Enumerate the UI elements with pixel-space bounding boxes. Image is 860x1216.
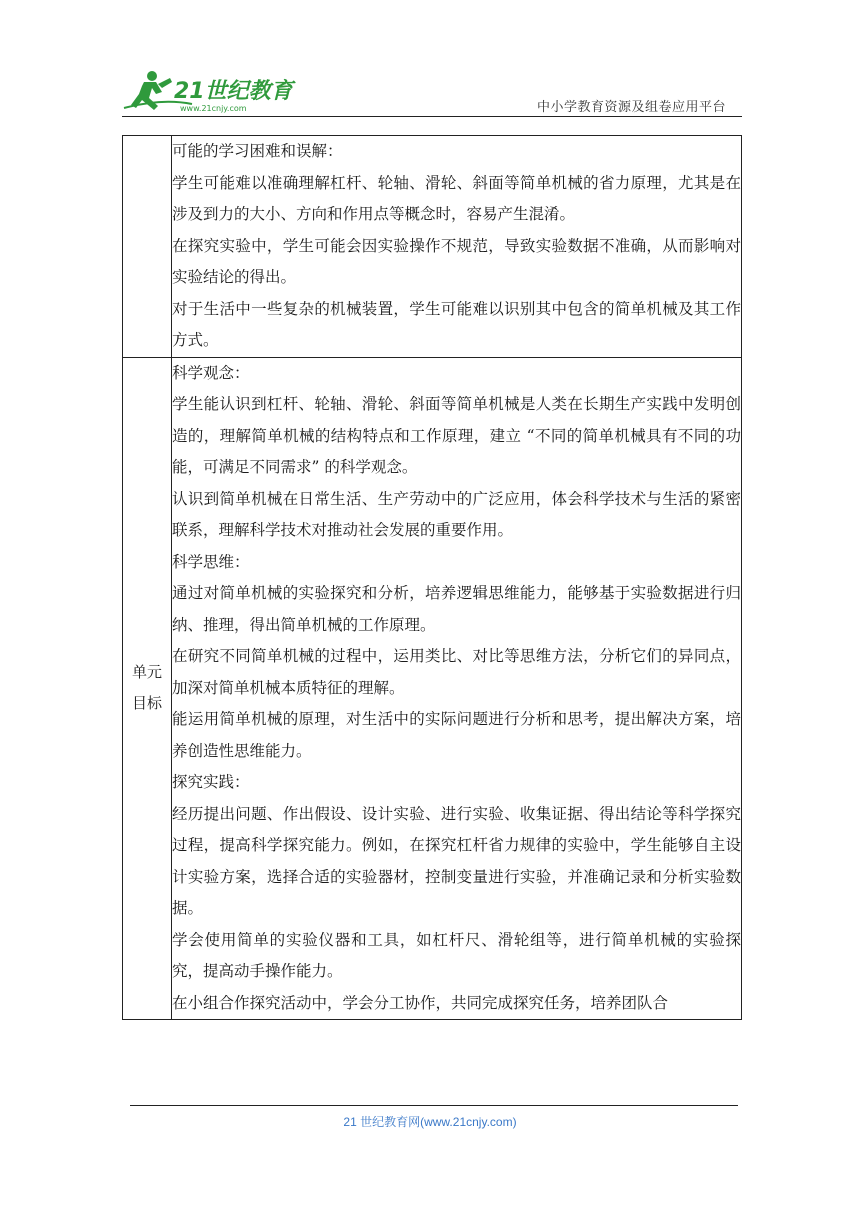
section-heading: 科学思维： <box>172 552 250 571</box>
paragraph: 经历提出问题、作出假设、设计实验、进行实验、收集证据、得出结论等科学探究过程，提高科学探究能力。例如，在探究杠杆省力规律的实验中，学生能够自主设计实验方案，选择合适的实验器材，控制变量进行实验，并准确记录和分析实验数据。 <box>172 804 741 917</box>
paragraph: 通过对简单机械的实验探究和分析，培养逻辑思维能力，能够基于实验数据进行归纳、推理，得出简单机械的工作原理。 <box>172 584 741 634</box>
svg-text:www.21cnjy.com: www.21cnjy.com <box>180 104 247 113</box>
header-divider <box>122 116 742 117</box>
row-label-empty <box>123 136 172 358</box>
label-line: 单元 <box>131 663 162 682</box>
paragraph: 学生可能难以准确理解杠杆、轮轴、滑轮、斜面等简单机械的省力原理，尤其是在涉及到力的大小、方向和作用点等概念时，容易产生混淆。 <box>172 173 741 223</box>
paragraph: 对于生活中一些复杂的机械装置，学生可能难以识别其中包含的简单机械及其工作方式。 <box>172 299 741 349</box>
footer-link[interactable]: 21 世纪教育网(www.21cnjy.com) <box>343 1115 517 1129</box>
table-row <box>123 357 742 1020</box>
footer-divider <box>130 1105 738 1106</box>
paragraph: 能运用简单机械的原理，对生活中的实际问题进行分析和思考，提出解决方案，培养创造性思维能力。 <box>172 710 741 760</box>
logo-21cnjy <box>122 68 322 114</box>
row-label-unit-goals <box>123 357 172 1020</box>
lesson-plan-table <box>122 135 742 1020</box>
paragraph: 在探究实验中，学生可能会因实验操作不规范，导致实验数据不准确，从而影响对实验结论的得出。 <box>172 236 741 286</box>
section-heading: 科学观念： <box>172 363 250 382</box>
paragraph: 在研究不同简单机械的过程中，运用类比、对比等思维方法，分析它们的异同点，加深对简单机械本质特征的理解。 <box>172 647 741 697</box>
paragraph: 认识到简单机械在日常生活、生产劳动中的广泛应用，体会科学技术与生活的紧密联系，理解科学技术对推动社会发展的重要作用。 <box>172 489 741 539</box>
paragraph: 学会使用简单的实验仪器和工具，如杠杆尺、滑轮组等，进行简单机械的实验探究，提高动手操作能力。 <box>172 930 741 980</box>
unit-goals-cell <box>172 357 742 1020</box>
page-header <box>122 62 742 118</box>
table-row <box>123 136 742 358</box>
label-line: 目标 <box>131 694 162 713</box>
section-heading: 探究实践： <box>172 773 250 791</box>
paragraph: 在小组合作探究活动中，学会分工协作，共同完成探究任务，培养团队合 <box>172 993 669 1012</box>
paragraph: 可能的学习困难和误解： <box>172 142 343 160</box>
paragraph: 学生能认识到杠杆、轮轴、滑轮、斜面等简单机械是人类在长期生产实践中发明创造的，理解简单机械的结构特点和工作原理，建立 “不同的简单机械具有不同的功能，可满足不同需求” 的科学观念。 <box>172 395 741 476</box>
difficulties-cell <box>172 136 742 358</box>
platform-name: 中小学教育资源及组卷应用平台 <box>536 100 726 115</box>
svg-text:21世纪教育: 21世纪教育 <box>174 79 293 104</box>
